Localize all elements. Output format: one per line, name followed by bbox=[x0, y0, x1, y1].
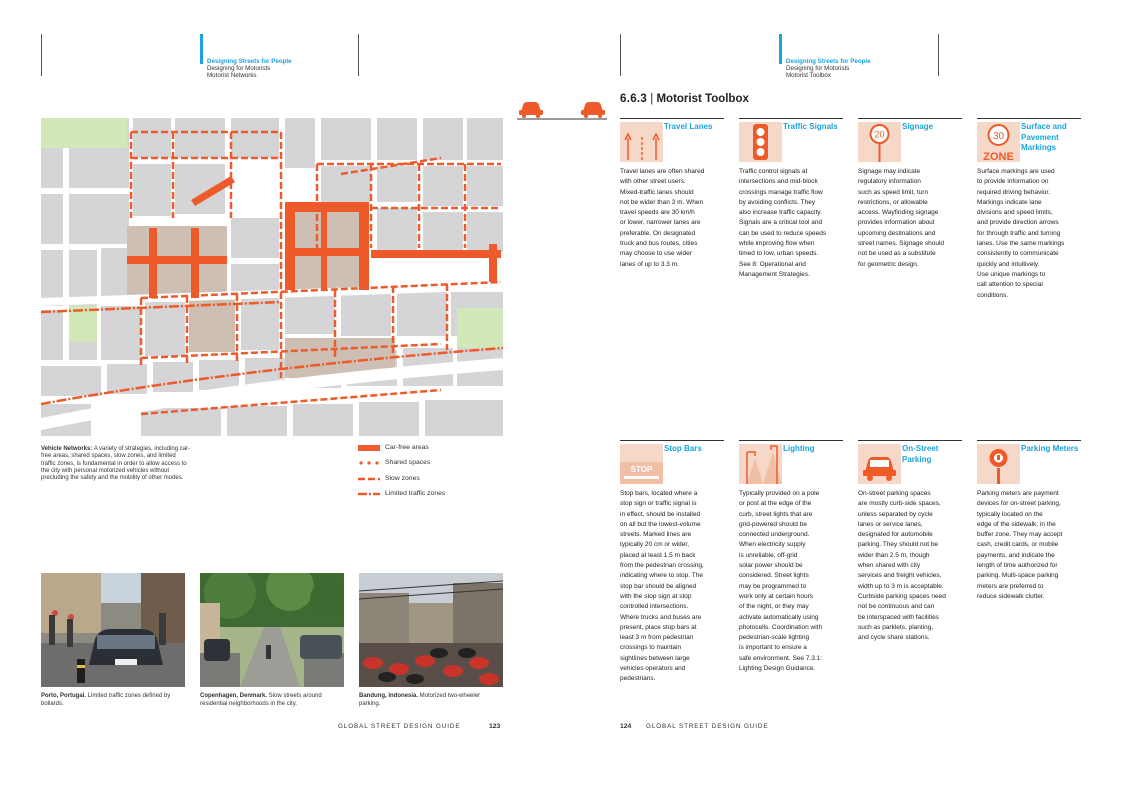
section-title-text: Motorist Toolbox bbox=[656, 93, 749, 105]
car-icon bbox=[581, 102, 605, 118]
right-page-header bbox=[779, 58, 871, 80]
stop-bars-icon bbox=[620, 444, 663, 484]
tool-body-surface-markings: Surface markings are used to provide information on required driving behavior. Markings indicate lane divisions and speed limits, and provide direction arrows for through traffic and turning lanes. Use the same markings consistently to communicate quickly and intuitively. Use unique markings to call attention to special conditions. bbox=[977, 168, 1065, 299]
signage-icon bbox=[858, 122, 901, 162]
left-page-header bbox=[200, 58, 292, 80]
photo-caption-bandung: Bandung, Indonesia. Motorized two-wheeler parking. bbox=[359, 693, 481, 707]
right-margin-rule bbox=[620, 34, 621, 76]
tool-title-signage: Signage bbox=[902, 122, 934, 131]
car-icon bbox=[519, 102, 543, 118]
tool-body-traffic-signals: Traffic control signals at intersections and mid-block crossings manage traffic flow by avoiding conflicts. They also increase traffic capacity. Signals are a critical tool and can be used to reduce speeds while improving flow when timed to low, urban speeds. See 8: Operational and Management Strategies. bbox=[739, 168, 827, 278]
tool-title-travel-lanes: Travel Lanes bbox=[664, 122, 713, 131]
photo-caption-copenhagen: Copenhagen, Denmark. Slow streets around residential neighborhoods in the city. bbox=[200, 693, 322, 707]
section-number: 6.6.3 bbox=[620, 93, 648, 105]
header-line-1: Designing Streets for People bbox=[786, 58, 871, 65]
section-title: 6.6.3 | Motorist Toolbox bbox=[620, 93, 749, 105]
header-line-2: Designing for Motorists bbox=[786, 65, 850, 73]
legend-swatch-solid bbox=[358, 444, 380, 452]
tool-body-lighting: Typically provided on a pole or post at the edge of the curb, street lights that are grid-powered should be connected underground. When electricity supply is unreliable, off-grid solar power should be considered. Street lights may be programmed to work only at certain hours of the night, or they may activate automatically using photocells. Coordination with pedestrian-scale lighting is important to ensure a safe environment. See 7.3.1: Lighting Design Guidance. bbox=[739, 490, 823, 673]
tool-title-lighting: Lighting bbox=[783, 444, 815, 453]
photo-caption-porto: Porto, Portugal. Limited traffic zones defined by bollards. bbox=[41, 693, 171, 707]
on-street-parking-icon bbox=[858, 444, 901, 484]
traffic-signals-icon bbox=[739, 122, 782, 162]
tool-body-on-street-parking: On-street parking spaces are mostly curb-side spaces, unless separated by cycle lanes or service lanes, designated for automobile parking. They should not be wider than 2.5 m, though when shared with city services and freight vehicles, width up to 3 m is acceptable. Curbside parking spaces need not be continuous and can be interspaced with facilities such as parklets, planting, and cycle share stations. bbox=[858, 490, 946, 642]
svg-text:STOP: STOP bbox=[630, 465, 653, 474]
lighting-icon bbox=[739, 444, 782, 484]
tool-title-surface-markings: Surface and Pavement Markings bbox=[1021, 122, 1067, 152]
header-line-3: Motorist Toolbox bbox=[786, 72, 831, 80]
tool-title-traffic-signals: Traffic Signals bbox=[783, 122, 838, 131]
travel-lanes-icon bbox=[620, 122, 663, 162]
photo-bandung bbox=[359, 573, 503, 687]
left-page-number: 123 bbox=[489, 723, 501, 730]
svg-text:20: 20 bbox=[874, 129, 885, 140]
left-page-right-rule bbox=[358, 34, 359, 76]
vehicle-network-caption: Vehicle Networks: A variety of strategies, including car-free areas, shared spaces, slow zones, and limited traffic zones, is fundamental in order to allow access to the city with personal motorized vehicles without precluding the safety and the mobility of other modes. bbox=[41, 446, 191, 482]
left-footer-title: GLOBAL STREET DESIGN GUIDE bbox=[338, 723, 461, 730]
legend-car-free: Car-free areas bbox=[359, 444, 429, 451]
parking-meter-icon bbox=[977, 444, 1020, 484]
left-margin-rule bbox=[41, 34, 42, 76]
tool-body-parking-meters: Parking meters are payment devices for on-street parking, typically located on the edge of the sidewalk, in the buffer zone. They may accept cash, credit cards, or mobile payments, and indicate the length of time authorized for parking. Multi-space parking meters are preferred to reduce sidewalk clutter. bbox=[977, 490, 1063, 600]
legend-limited-traffic: Limited traffic zones bbox=[359, 490, 445, 497]
surface-markings-icon bbox=[977, 122, 1020, 162]
photo-porto bbox=[41, 573, 185, 687]
tool-body-stop-bars: Stop bars, located where a stop sign or traffic signal is in effect, should be installed on all but the lowest-volume streets. Marked lines are typically 20 cm or wider, placed at least 1.5 m back from the pedestrian crossing, indicating where to stop. The stop bar should be aligned with the stop sign at stop controlled intersections. Where trucks and buses are present, place stop bars at least 3 m from pedestrian crossings to maintain sightlines between large vehicles operators and pedestrians. bbox=[620, 490, 704, 683]
svg-text:ZONE: ZONE bbox=[983, 151, 1014, 162]
car-icons bbox=[517, 96, 607, 120]
tool-body-travel-lanes: Travel lanes are often shared with other street users. Mixed-traffic lanes should not be wider than 3 m. When travel speeds are 30 km/h or lower, narrower lanes are preferable. On designated truck and bus routes, cities may choose to use wider lanes of up to 3.3 m. bbox=[620, 168, 705, 268]
legend-swatch-dashdot bbox=[358, 490, 380, 498]
right-page-right-rule bbox=[938, 34, 939, 76]
tool-title-on-street-parking: On-Street Parking bbox=[902, 444, 939, 464]
legend-swatch-dots bbox=[358, 459, 380, 467]
right-page-number: 124 bbox=[620, 723, 632, 730]
legend-swatch-dashed bbox=[358, 475, 380, 483]
tool-body-signage: Signage may indicate regulatory information such as speed limit, turn restrictions, or allowable access. Wayfinding signage provides information about upcoming destinations and street names. Signage should not be used as a substitute for geometric design. bbox=[858, 168, 944, 268]
header-line-3: Motorist Networks bbox=[207, 72, 257, 80]
legend-slow-zones: Slow zones bbox=[359, 475, 420, 482]
header-line-2: Designing for Motorists bbox=[207, 65, 271, 73]
right-footer-title: GLOBAL STREET DESIGN GUIDE bbox=[646, 723, 769, 730]
tool-title-parking-meters: Parking Meters bbox=[1021, 444, 1079, 453]
vehicle-network-map bbox=[41, 118, 503, 436]
legend-shared-spaces: Shared spaces bbox=[359, 459, 430, 466]
photo-copenhagen bbox=[200, 573, 344, 687]
svg-text:30: 30 bbox=[992, 131, 1005, 142]
tool-title-stop-bars: Stop Bars bbox=[664, 444, 702, 453]
header-line-1: Designing Streets for People bbox=[207, 58, 292, 65]
